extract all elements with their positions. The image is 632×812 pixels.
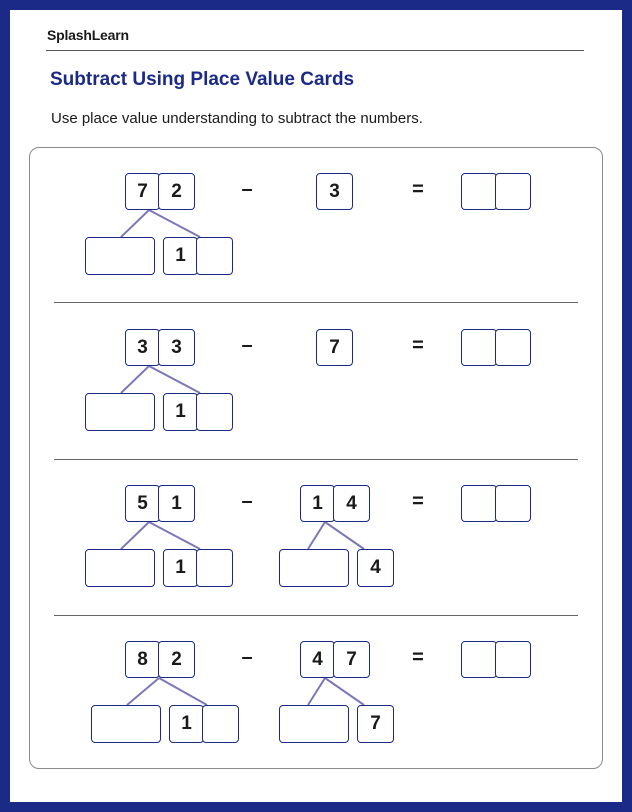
subtrahend-tens-card: 1 <box>300 485 335 522</box>
minus-sign: – <box>241 334 253 357</box>
problem-divider <box>54 302 578 303</box>
equals-sign: = <box>412 490 424 513</box>
minuend-ones-card: 2 <box>158 173 195 210</box>
minuend-ones-card: 1 <box>158 485 195 522</box>
answer-ones-box[interactable] <box>495 329 531 366</box>
subtrahend-ones-card: 7 <box>333 641 370 678</box>
split-remainder-box[interactable] <box>196 549 233 587</box>
subtrahend-split-tens-box[interactable] <box>279 549 349 587</box>
instruction-text: Use place value understanding to subtract the numbers. <box>51 110 423 127</box>
answer-tens-box[interactable] <box>461 641 497 678</box>
equals-sign: = <box>412 334 424 357</box>
split-tens-box[interactable] <box>85 393 155 431</box>
minuend-tens-card: 3 <box>125 329 160 366</box>
answer-ones-box[interactable] <box>495 173 531 210</box>
split-tens-box[interactable] <box>91 705 161 743</box>
header-rule <box>46 50 584 51</box>
minuend-tens-card: 8 <box>125 641 160 678</box>
page-title: Subtract Using Place Value Cards <box>50 69 355 90</box>
minuend-tens-card: 5 <box>125 485 160 522</box>
subtrahend-split-ones-card: 4 <box>357 549 394 587</box>
problem-divider <box>54 615 578 616</box>
split-ones-card: 1 <box>169 705 204 743</box>
answer-ones-box[interactable] <box>495 641 531 678</box>
answer-ones-box[interactable] <box>495 485 531 522</box>
subtrahend-card: 7 <box>316 329 353 366</box>
splashlearn-logo: SplashLearn <box>47 27 129 43</box>
minus-sign: – <box>241 490 253 513</box>
split-tens-box[interactable] <box>85 549 155 587</box>
subtrahend-tens-card: 4 <box>300 641 335 678</box>
equals-sign: = <box>412 178 424 201</box>
split-ones-card: 1 <box>163 549 198 587</box>
minuend-ones-card: 3 <box>158 329 195 366</box>
subtrahend-card: 3 <box>316 173 353 210</box>
subtrahend-ones-card: 4 <box>333 485 370 522</box>
split-remainder-box[interactable] <box>196 393 233 431</box>
subtrahend-split-ones-card: 7 <box>357 705 394 743</box>
minuend-ones-card: 2 <box>158 641 195 678</box>
split-ones-card: 1 <box>163 393 198 431</box>
split-remainder-box[interactable] <box>196 237 233 275</box>
equals-sign: = <box>412 646 424 669</box>
subtrahend-split-tens-box[interactable] <box>279 705 349 743</box>
answer-tens-box[interactable] <box>461 485 497 522</box>
minus-sign: – <box>241 178 253 201</box>
split-remainder-box[interactable] <box>202 705 239 743</box>
answer-tens-box[interactable] <box>461 329 497 366</box>
split-tens-box[interactable] <box>85 237 155 275</box>
worksheet-page <box>10 10 622 802</box>
split-ones-card: 1 <box>163 237 198 275</box>
minuend-tens-card: 7 <box>125 173 160 210</box>
problem-divider <box>54 459 578 460</box>
minus-sign: – <box>241 646 253 669</box>
answer-tens-box[interactable] <box>461 173 497 210</box>
